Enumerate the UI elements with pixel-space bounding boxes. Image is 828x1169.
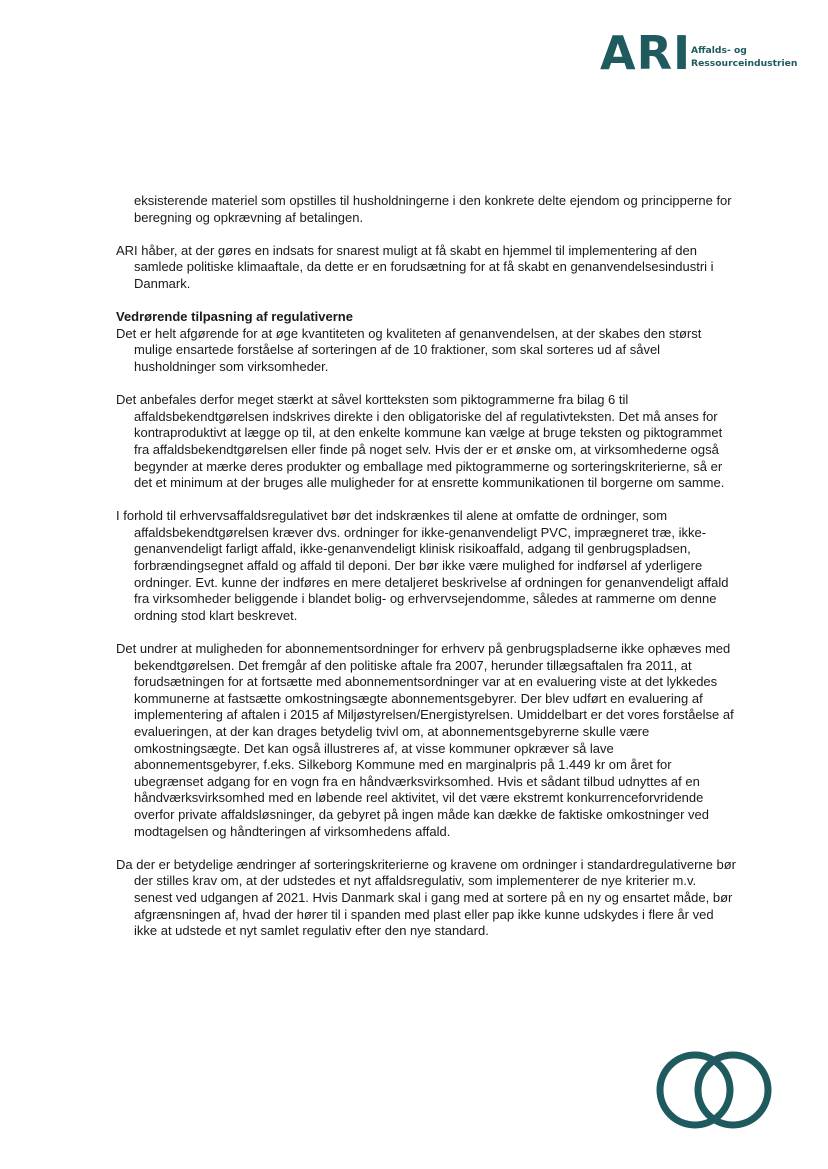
paragraph-pictograms: Det anbefales derfor meget stærkt at såvel kortteksten som piktogrammerne fra bilag 6 til affaldsbekendtgørelsen indskrives direkte i den obligatoriske del af regulativteksten. Det må anses for kontraproduktivt at lægge op til, at den enkelte kommune kan vælge at bruge teksten og piktogrammet fra affaldsbekendtgørelsen eller finde på noget selv. Hvis der er et ønske om, at virksomhederne også begynder at mærke deres produkter og emballage med piktogrammerne og sorteringskriterierne, så er det et minimum at der bruges alle muligheder for at ensrette kommunikationen til borgerne om samme. xyxy=(116,392,725,491)
paragraph-sorting: Det er helt afgørende for at øge kvantiteten og kvaliteten af genanvendelsen, at der skabes den størst mulige ensartede forståelse af sorteringen af de 10 fraktioner, som skal sorteres ud af såvel husholdninger som virksomheder. xyxy=(116,325,702,374)
paragraph-subscriptions: Det undrer at muligheden for abonnementsordninger for erhverv på genbrugspladserne ikke ophæves med bekendtgørelsen. Det fremgår af den politiske aftale fra 2007, herunder tillægsaftalen fra 2011, at forudsætningen for at fortsætte med abonnementsordninger var at en evaluering viste at det lykkedes kommunerne at fastsætte omkostningsægte abonnementsgebyrer. Der blev udført en evaluering af implementering af aftalen i 2015 af Miljøstyrelsen/Energistyrelsen. Umiddelbart er det vores forståelse af evalueringen, at der kan drages betydelig tvivl om, at abonnementsgebyrerne skulle være omkostningsægte. Det kan også illustreres af, at visse kommuner opkræver så lave abonnementsgebyrer, f.eks. Silkeborg Kommune med en marginalpris på 1.449 kr om året for ubegrænset adgang for en vogn fra en håndværksvirksomhed. Hvis et sådant tilbud udnyttes af en håndværksvirksomhed med en løbende reel aktivitet, vil det være ekstremt konkurrenceforvridende overfor private affaldsløsninger, da gebyret på ingen måde kan dække de faktiske omkostninger ved modtagelsen og håndteringen af virksomhedens affald. xyxy=(116,641,734,839)
paragraph-business-regulation: I forhold til erhvervsaffaldsregulativet bør det indskrænkes til alene at omfatte de ordninger, som affaldsbekendtgørelsen kræver dvs. ordninger for ikke-genanvendeligt PVC, imprægneret træ, ikke-genanvendeligt farligt affald, ikke-genanvendeligt klinisk risikoaffald, adgang til genbrugspladsen, forbrændingsegnet affald og affald til deponi. Der bør ikke være mulighed for indførsel af yderligere ordninger. Evt. kunne der indføres en mere detaljeret beskrivelse af ordningen for genanvendeligt affald fra virksomheder beliggende i blandet bolig- og erhvervsejendomme, således at rammerne om denne ordning stod klart beskrevet. xyxy=(116,508,729,623)
ari-logo xyxy=(600,26,800,80)
paragraph-continuation: eksisterende materiel som opstilles til husholdningerne i den konkrete delte ejendom og principperne for beregning og opkrævning af betalingen. xyxy=(134,193,732,225)
logo-text xyxy=(691,44,797,70)
paragraph-new-regulation: Da der er betydelige ændringer af sorteringskriterierne og kravene om ordninger i standardregulativerne bør der stilles krav om, at der udstedes et nyt affaldsregulativ, som implementerer de nye kriterier m.v. senest ved udgangen af 2021. Hvis Danmark skal i gang med at sortere på en ny og ensartet måde, bør afgrænsningen af, hvad der hører til i spanden med plast eller pap ikke kunne udskydes i flere år ved ikke at udstede et nyt samlet regulativ efter den nye standard. xyxy=(116,856,736,939)
section-heading: Vedrørende tilpasning af regulativerne xyxy=(116,309,353,325)
logo-line-2: Ressourceindustrien xyxy=(691,58,798,69)
interlocking-rings-icon xyxy=(655,1035,780,1150)
logo-line-1: Affalds- og xyxy=(691,45,747,56)
logo-mark: ARI xyxy=(600,26,692,80)
letter-body xyxy=(116,193,736,940)
paragraph-ari-hope: ARI håber, at der gøres en indsats for snarest muligt at få skabt en hjemmel til implementering af den samlede politiske klimaaftale, da dette er en forudsætning for at få skabt en genanvendelsesindustri i Danmark. xyxy=(116,242,714,291)
